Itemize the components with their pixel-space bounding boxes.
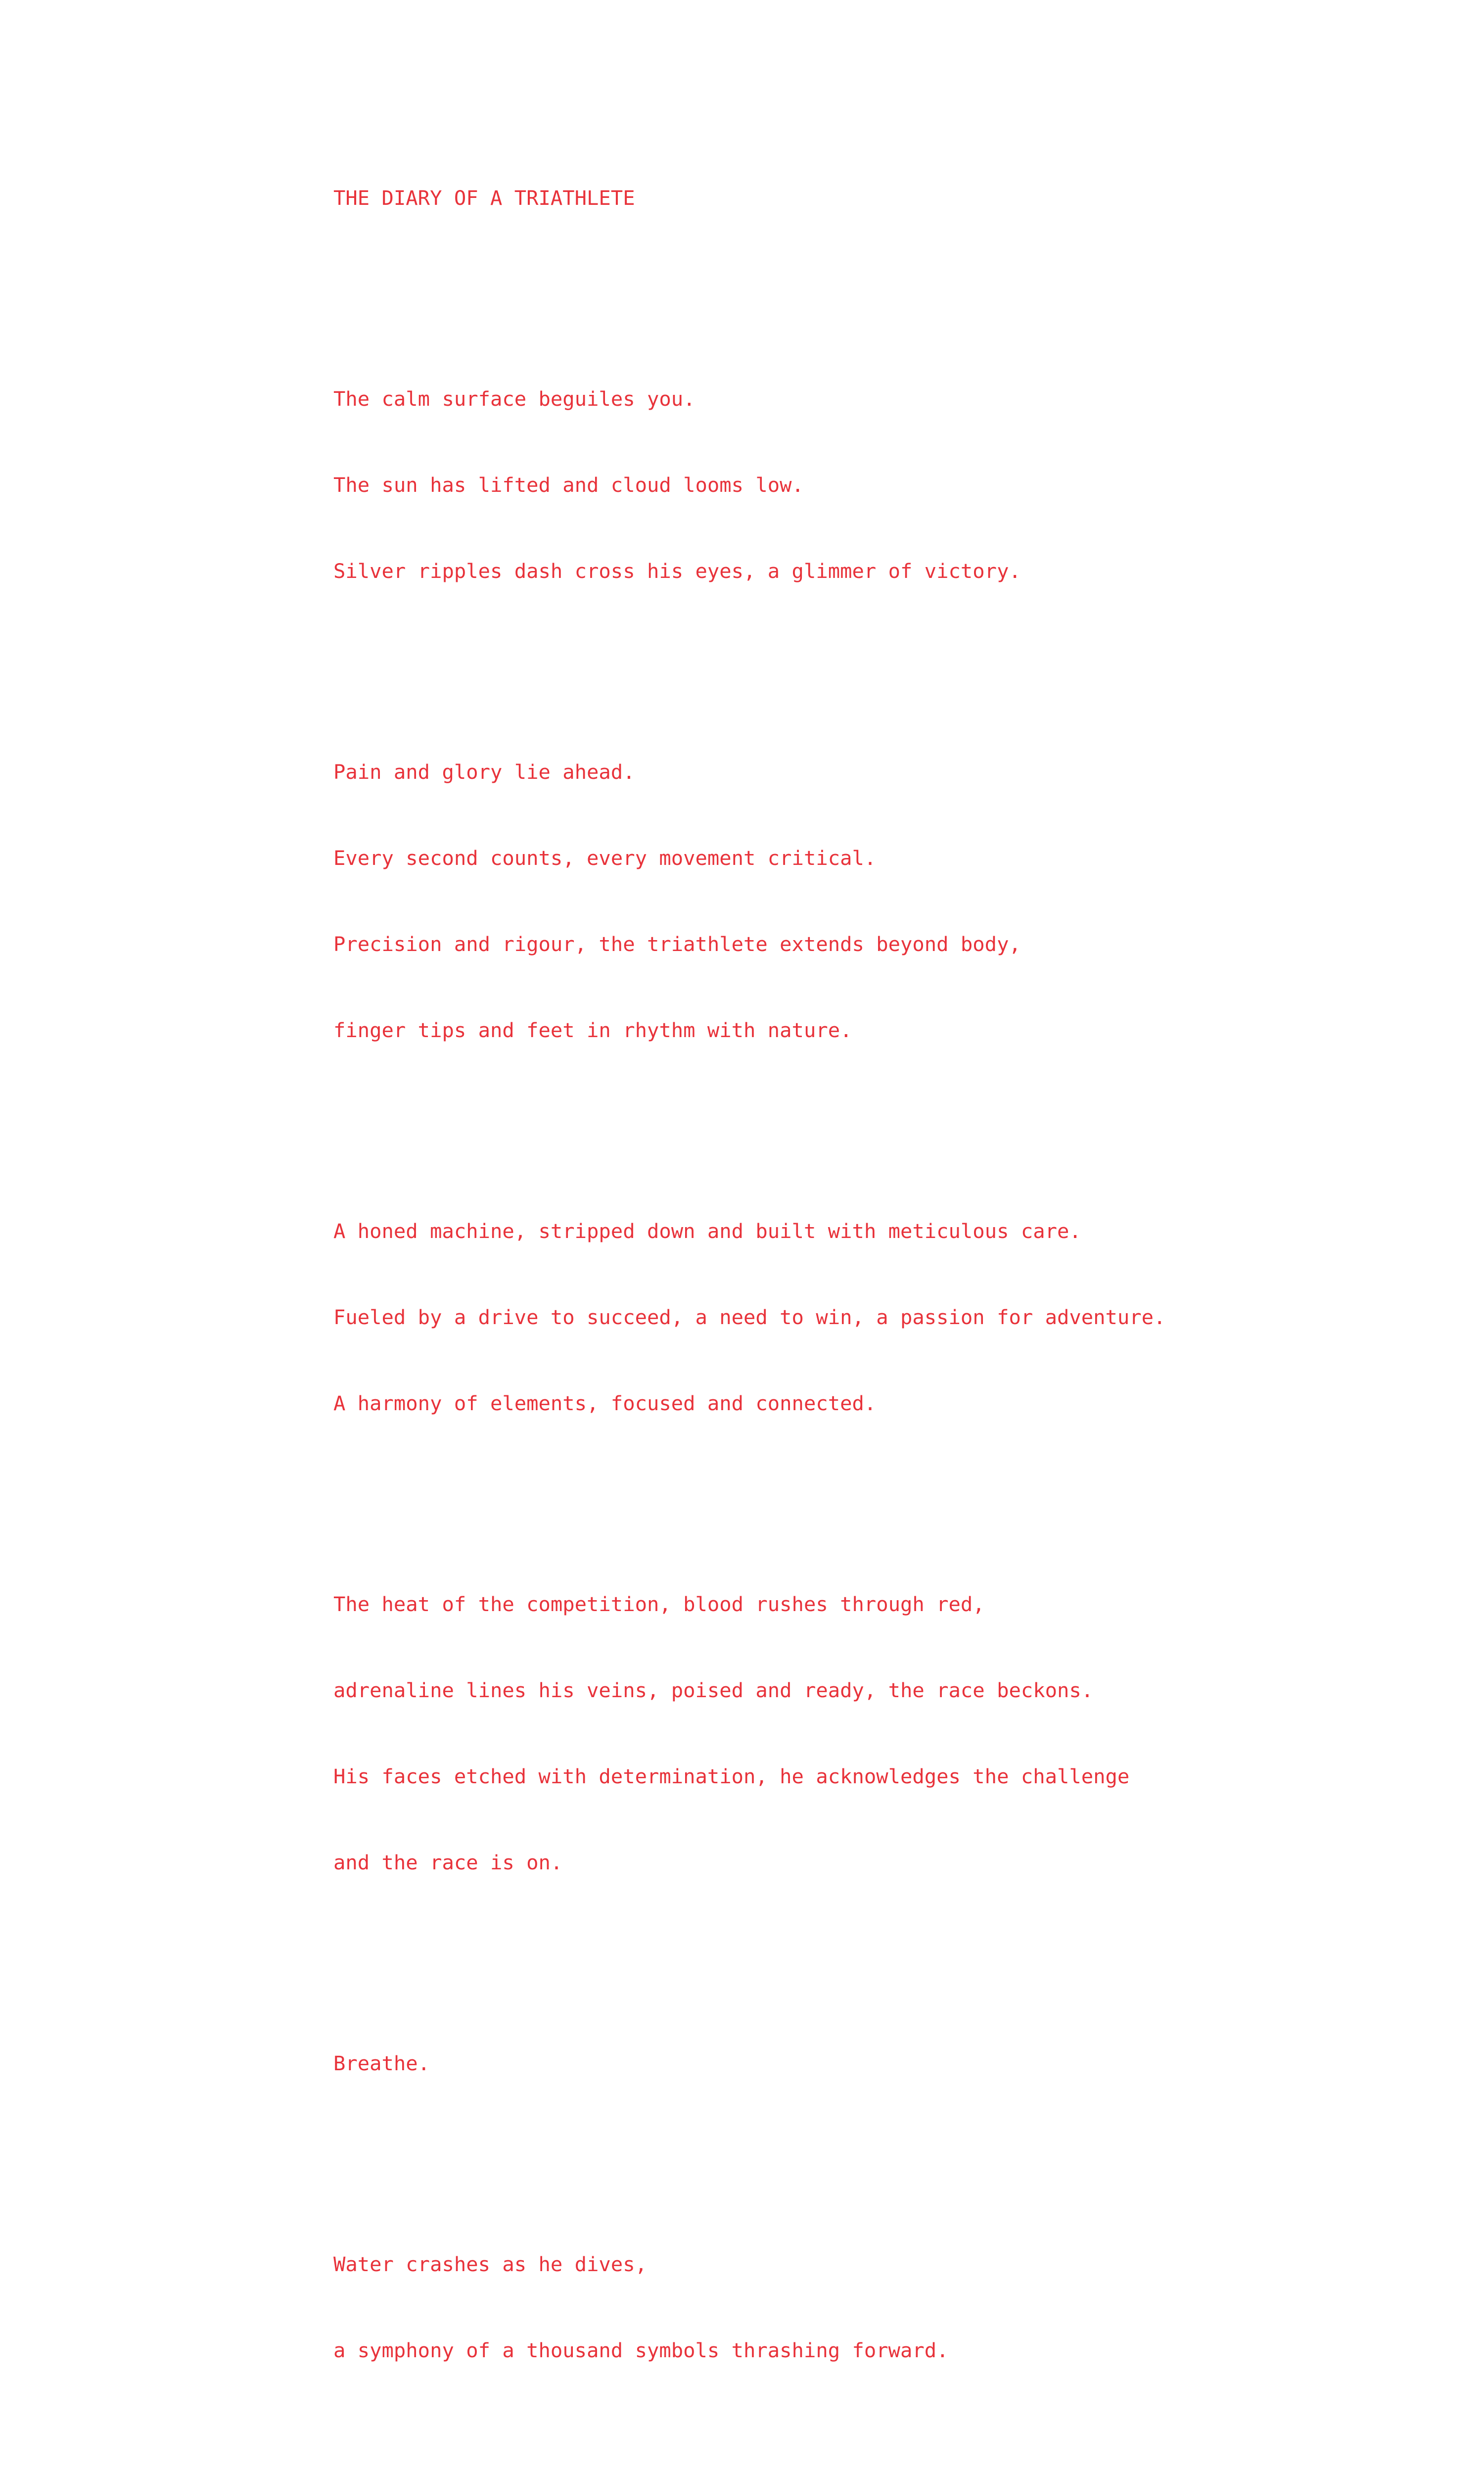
- stanza-gap: [333, 270, 1165, 298]
- stanza-gap: [333, 1475, 1165, 1504]
- poem-line: Silver ripples dash cross his eyes, a glimmer of victory.: [333, 559, 1021, 583]
- poem-text: [333, 126, 1165, 2474]
- poem-line: adrenaline lines his veins, poised and ready, the race beckons.: [333, 1678, 1094, 1702]
- poem-line: Precision and rigour, the triathlete extends beyond body,: [333, 932, 1021, 956]
- poem-line: A harmony of elements, focused and connected.: [333, 1391, 877, 1415]
- poem-line: Fueled by a drive to succeed, a need to win, a passion for adventure.: [333, 1305, 1166, 1329]
- poem-line: His faces etched with determination, he acknowledges the challenge: [333, 1764, 1130, 1788]
- poem-line: Every second counts, every movement critical.: [333, 846, 877, 870]
- poem-line: Pain and glory lie ahead.: [333, 760, 635, 784]
- poem-line: The heat of the competition, blood rushes through red,: [333, 1592, 985, 1616]
- poem-line: Water crashes as he dives,: [333, 2252, 647, 2276]
- poem-line: The sun has lifted and cloud looms low.: [333, 473, 804, 497]
- stanza-gap: [333, 1934, 1165, 1963]
- stanza-gap: [333, 2422, 1165, 2451]
- stanza-gap: [333, 643, 1165, 671]
- poem-line: finger tips and feet in rhythm with nature.: [333, 1018, 852, 1042]
- poem-line: The calm surface beguiles you.: [333, 387, 696, 411]
- stanza-gap: [333, 1102, 1165, 1131]
- poem-line: Breathe.: [333, 2051, 430, 2075]
- poem-line: and the race is on.: [333, 1851, 563, 1874]
- poem-title: THE DIARY OF A TRIATHLETE: [333, 186, 635, 210]
- stanza-gap: [333, 2135, 1165, 2164]
- poem-line: a symphony of a thousand symbols thrashing forward.: [333, 2338, 949, 2362]
- poem-line: A honed machine, stripped down and built with meticulous care.: [333, 1219, 1081, 1243]
